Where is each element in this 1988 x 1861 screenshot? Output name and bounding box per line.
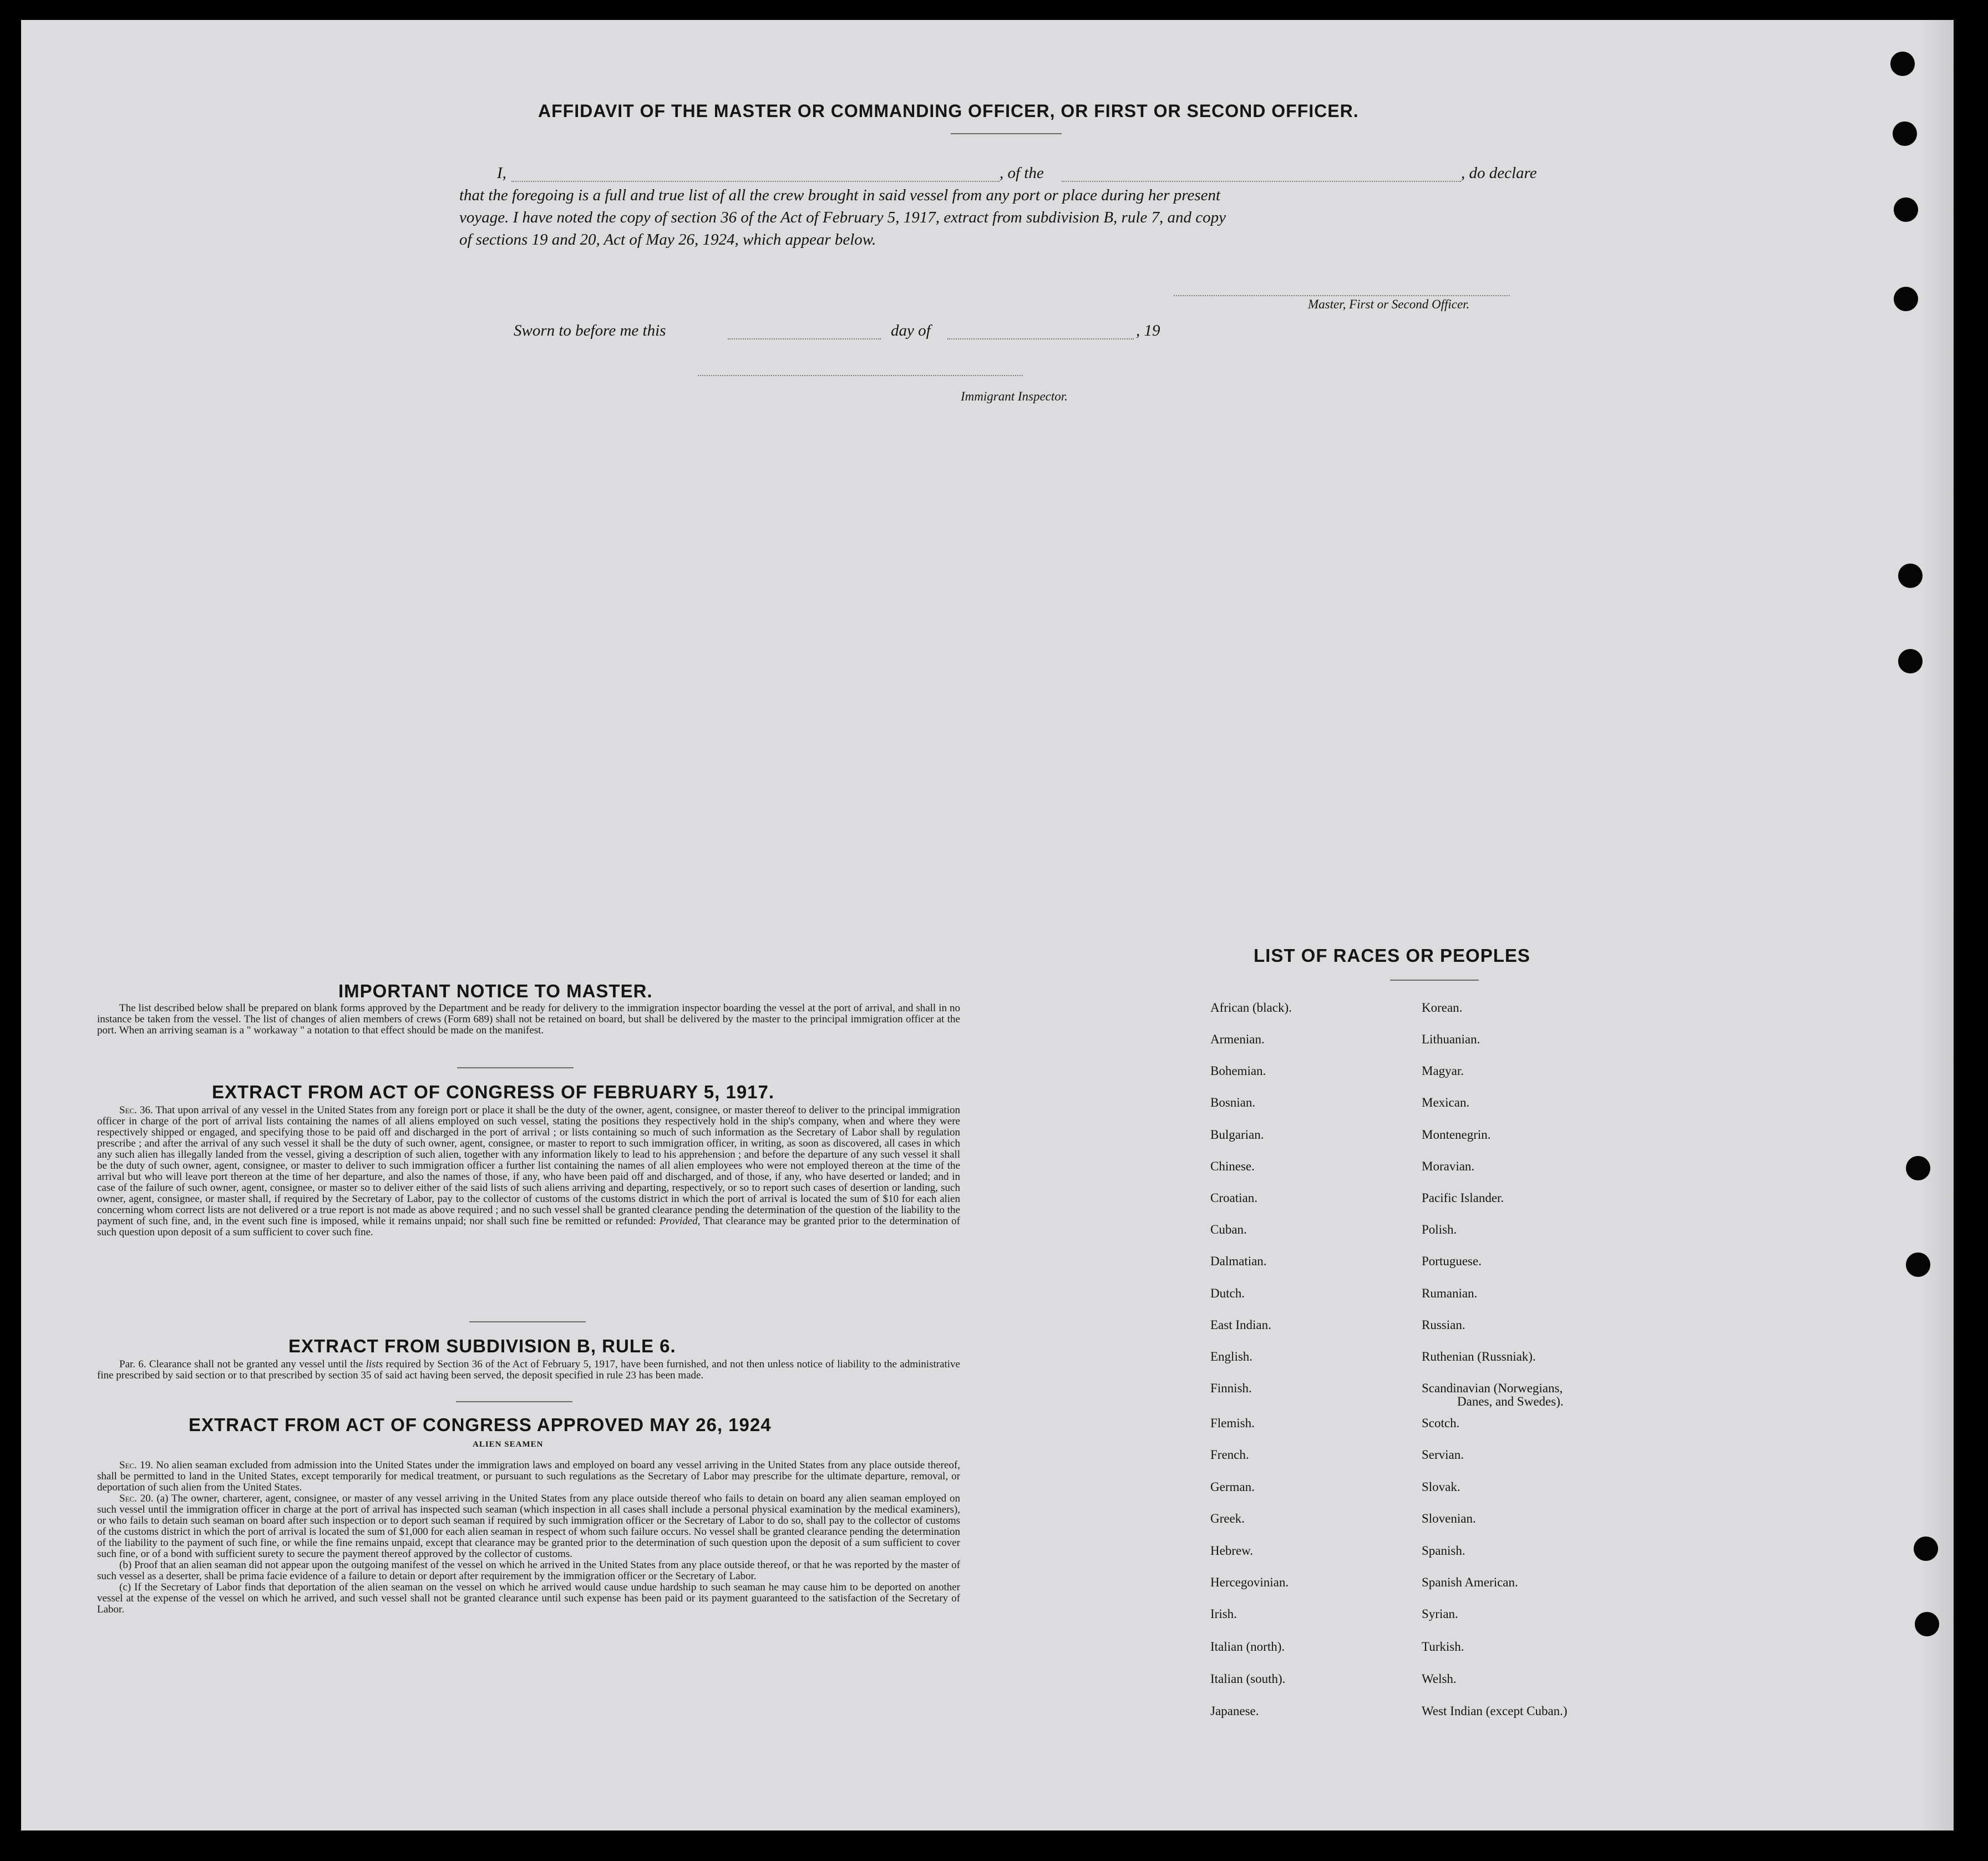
race-item: French. bbox=[1210, 1448, 1249, 1462]
race-item: Syrian. bbox=[1422, 1607, 1458, 1621]
section-20a-text: (a) The owner, charterer, agent, consignee, or master of any vessel arriving in the United States from any place outside thereof who fails to detain on board any alien seaman employed on such vessel until the immigration officer in charge at the port of arrival has inspected such seaman (which inspection in all cases shall include a personal physical examination by the medical examiners), or who fails to detain such seaman on board after such inspection or to deport such seaman if required by such immigration officer or the Secretary of Labor to do so, shall pay to the collector of customs of the customs district in which the port of arrival is located the sum of $1,000 for each alien seaman in respect of whom such failure occurs. No vessel shall be granted clearance pending the determination of the liability to the payment of such fine, or while the fine remains unpaid, except that clearance may be granted prior to the determination of such question upon the deposit of a sum sufficient to cover such fine, or of a bond with sufficient surety to secure the payment thereof approved by the collector of customs. bbox=[97, 1493, 960, 1560]
race-item: Pacific Islander. bbox=[1422, 1191, 1504, 1205]
race-item: Greek. bbox=[1210, 1512, 1245, 1525]
extract-1924-text bbox=[97, 1460, 960, 1615]
sworn-day-blank[interactable] bbox=[728, 338, 881, 339]
affidavit-of-the: , of the bbox=[1000, 164, 1044, 182]
rule-6-title: EXTRACT FROM SUBDIVISION B, RULE 6. bbox=[288, 1336, 676, 1356]
race-item: Slovenian. bbox=[1422, 1512, 1476, 1525]
extract-1917-text bbox=[97, 1105, 960, 1238]
race-item: West Indian (except Cuban.) bbox=[1422, 1704, 1568, 1718]
extract-1917-title: EXTRACT FROM ACT OF CONGRESS OF FEBRUARY 5, 1917. bbox=[212, 1082, 775, 1102]
binder-hole-2 bbox=[1893, 121, 1917, 146]
races-title: LIST OF RACES OR PEOPLES bbox=[1254, 945, 1530, 966]
binder-hole-5 bbox=[1898, 564, 1923, 588]
race-item: Ruthenian (Russniak). bbox=[1422, 1350, 1536, 1363]
affidavit-line-3: voyage. I have noted the copy of section 36 of the Act of February 5, 1917, extract from subdivision B, rule 7, and copy bbox=[459, 209, 1226, 226]
race-item: Dutch. bbox=[1210, 1286, 1245, 1300]
race-item: Bosnian. bbox=[1210, 1096, 1256, 1109]
race-item: Slovak. bbox=[1422, 1480, 1460, 1494]
race-item: Mexican. bbox=[1422, 1096, 1470, 1109]
sworn-day-of: day of bbox=[891, 322, 931, 339]
race-item: Chinese. bbox=[1210, 1159, 1255, 1173]
section-20c-paragraph: (c) If the Secretary of Labor finds that deportation of the alien seaman on the vessel on which he arrived would cause undue hardship to such seaman he may cause him to be deported on another vessel at the expense of the vessel on which he arrived, and such vessel shall not be granted clearance until such expense has been paid or its payment guaranteed to the satisfaction of the Secretary of Labor. bbox=[97, 1581, 960, 1615]
race-item: Bohemian. bbox=[1210, 1064, 1266, 1078]
affidavit-line-2: that the foregoing is a full and true list of all the crew brought in said vessel from any port or place during her present bbox=[459, 186, 1221, 204]
races-title-rule bbox=[1390, 980, 1479, 981]
binder-hole-8 bbox=[1906, 1253, 1930, 1277]
rule-6-text-a: Par. 6. Clearance shall not be granted any vessel until the bbox=[119, 1358, 363, 1370]
race-item: East Indian. bbox=[1210, 1318, 1271, 1332]
rule-6-text-b: required by Section 36 of the Act of February 5, 1917, have been furnished, and not then unless notice of liability to the administrative fine prescribed by said section or to that prescribed by section 35 of said act having been served, the deposit specified in rule 23 has been made. bbox=[97, 1358, 960, 1381]
inspector-label: Immigrant Inspector. bbox=[961, 389, 1068, 403]
race-item: Italian (north). bbox=[1210, 1640, 1285, 1654]
rule-6-paragraph bbox=[97, 1359, 960, 1381]
race-item: Armenian. bbox=[1210, 1032, 1265, 1046]
race-item: Scandinavian (Norwegians, bbox=[1422, 1381, 1563, 1395]
race-item-continuation: Danes, and Swedes). bbox=[1457, 1395, 1564, 1408]
section-36-provided: Provided, bbox=[659, 1215, 701, 1227]
master-signature-label: Master, First or Second Officer. bbox=[1308, 297, 1470, 311]
document-page bbox=[21, 20, 1954, 1830]
notice-title: IMPORTANT NOTICE TO MASTER. bbox=[338, 981, 653, 1001]
notice-rule bbox=[457, 1067, 574, 1068]
race-item: Dalmatian. bbox=[1210, 1254, 1267, 1268]
rule-6-rule bbox=[456, 1401, 572, 1402]
section-19-text: No alien seaman excluded from admission into the United States under the immigration laws and employed on board any vessel arriving in the United States from any place outside thereof, shall be permitted to land in the United States, except temporarily for medical treatment, or pursuant to such regulations as the Secretary of Labor may prescribe for the ultimate departure, removal, or deportation of such alien from the United States. bbox=[97, 1459, 960, 1493]
race-item: Moravian. bbox=[1422, 1159, 1475, 1173]
race-item: English. bbox=[1210, 1350, 1253, 1363]
extract-1924-title: EXTRACT FROM ACT OF CONGRESS APPROVED MAY 26, 1924 bbox=[189, 1414, 772, 1435]
rule-6-text bbox=[97, 1359, 960, 1381]
name-blank[interactable] bbox=[511, 181, 1000, 182]
affidavit-i: I, bbox=[497, 164, 506, 182]
race-item: Bulgarian. bbox=[1210, 1128, 1264, 1142]
race-item: Welsh. bbox=[1422, 1672, 1457, 1686]
race-item: African (black). bbox=[1210, 1001, 1292, 1015]
sworn-prefix: Sworn to before me this bbox=[514, 322, 666, 339]
race-item: Portuguese. bbox=[1422, 1254, 1482, 1268]
affidavit-title: AFFIDAVIT OF THE MASTER OR COMMANDING OFFICER, OR FIRST OR SECOND OFFICER. bbox=[538, 101, 1359, 121]
affidavit-line-4: of sections 19 and 20, Act of May 26, 1924, which appear below. bbox=[459, 231, 876, 249]
section-19-label: Sec. 19. bbox=[119, 1459, 153, 1471]
race-item: Servian. bbox=[1422, 1448, 1464, 1462]
race-item: Flemish. bbox=[1210, 1416, 1255, 1430]
binder-hole-3 bbox=[1894, 197, 1918, 222]
alien-seamen-subtitle: ALIEN SEAMEN bbox=[473, 1440, 544, 1449]
affidavit-do-declare: , do declare bbox=[1461, 164, 1537, 182]
section-20-label: Sec. 20. bbox=[119, 1493, 154, 1504]
race-item: Spanish American. bbox=[1422, 1575, 1518, 1589]
binder-hole-9 bbox=[1914, 1537, 1938, 1561]
race-item: Cuban. bbox=[1210, 1223, 1247, 1236]
section-20a-paragraph bbox=[97, 1493, 960, 1560]
section-36-text-b: That clearance may be granted prior to the determination of such question upon deposit of a sum sufficient to cover such fine. bbox=[97, 1215, 960, 1238]
race-item: Hebrew. bbox=[1210, 1544, 1254, 1558]
section-36-text-a: That upon arrival of any vessel in the United States from any foreign port or place it shall be the duty of the owner, agent, consignee, or master thereof to deliver to the principal immigration officer in charge of the port of arrival lists containing the names of all aliens employed on such vessel, stating the positions they respectively hold in the ship's company, when and where they were respectively shipped or engaged, and specifying those to be paid off and discharged in the port of arrival ; or lists containing so much of such information as the Secretary of Labor shall by regulation prescribe ; and after the arrival of any such vessel it shall be the duty of such owner, agent, consignee, or master to report to such immigration officer, in writing, as soon as discovered, all cases in which any such alien has illegally landed from the vessel, giving a description of such alien, together with any information likely to lead to his apprehension ; and before the departure of any such vessel it shall be the duty of such owner, agent, consignee, or master to deliver to such immigration officer a further list containing the names of all alien employees who were not employed thereon at the time of the arrival but who will leave port thereon at the time of her departure, and also the names of those, if any, who have been paid off and discharged, and of those, if any, who have deserted or landed; and in case of the failure of such owner, agent, consignee, or master so to deliver either of the said lists of such aliens arriving and departing, respectively, or so to report such cases of desertion or landing, such owner, agent, consignee, or master shall, if required by the Secretary of Labor, pay to the collector of customs of the customs district in which the port of arrival is located the sum of $10 for each alien concerning whom correct lists are not delivered or a true report is not made as above required ; and no such vessel shall be granted clearance pending the determination of the question of the liability to the payment of such fine, and, in the event such fine is imposed, while it remains unpaid; nor shall such fine be remitted or refunded: bbox=[97, 1104, 960, 1227]
race-item: Turkish. bbox=[1422, 1640, 1464, 1654]
race-item: Spanish. bbox=[1422, 1544, 1465, 1558]
master-signature-line[interactable] bbox=[1174, 295, 1510, 296]
race-item: Lithuanian. bbox=[1422, 1032, 1480, 1046]
race-item: Italian (south). bbox=[1210, 1672, 1286, 1686]
sworn-month-blank[interactable] bbox=[947, 338, 1134, 339]
binder-hole-4 bbox=[1894, 287, 1918, 311]
race-item: Russian. bbox=[1422, 1318, 1465, 1332]
binder-hole-1 bbox=[1890, 52, 1915, 76]
extract-1917-rule bbox=[469, 1321, 586, 1322]
race-item: Montenegrin. bbox=[1422, 1128, 1491, 1142]
race-item: Hercegovinian. bbox=[1210, 1575, 1289, 1589]
race-item: German. bbox=[1210, 1480, 1255, 1494]
sworn-year: , 19 bbox=[1136, 322, 1160, 339]
rule-6-lists: lists bbox=[366, 1358, 383, 1370]
race-item: Irish. bbox=[1210, 1607, 1237, 1621]
affidavit-title-rule bbox=[951, 133, 1062, 134]
race-item: Magyar. bbox=[1422, 1064, 1464, 1078]
notice-text bbox=[97, 1003, 960, 1036]
section-20b-paragraph: (b) Proof that an alien seaman did not appear upon the outgoing manifest of the vessel on which he arrived in the United States from any place outside thereof, or that he was reported by the master of such vessel as a deserter, shall be prima facie evidence of a failure to detain or deport after requirement by the immigration officer or the Secretary of Labor. bbox=[97, 1559, 960, 1582]
race-item: Croatian. bbox=[1210, 1191, 1257, 1205]
race-item: Polish. bbox=[1422, 1223, 1457, 1236]
section-36-paragraph bbox=[97, 1105, 960, 1238]
race-item: Finnish. bbox=[1210, 1381, 1252, 1395]
binder-hole-10 bbox=[1915, 1612, 1939, 1636]
race-item: Korean. bbox=[1422, 1001, 1463, 1015]
binder-hole-6 bbox=[1898, 649, 1923, 673]
race-item: Japanese. bbox=[1210, 1704, 1259, 1718]
section-36-label: Sec. 36. bbox=[119, 1104, 153, 1116]
notice-paragraph: The list described below shall be prepared on blank forms approved by the Department and be ready for delivery to the immigration inspector boarding the vessel at the port of arrival, and shall in no instance be taken from the vessel. The list of changes of alien members of crews (Form 689) shall not be retained on board, but shall be delivered by the master to the principal immigration officer at the port. When an arriving seaman is a " workaway " a notation to that effect should be made on the manifest. bbox=[97, 1002, 960, 1036]
race-item: Scotch. bbox=[1422, 1416, 1460, 1430]
section-19-paragraph bbox=[97, 1460, 960, 1493]
race-item: Rumanian. bbox=[1422, 1286, 1478, 1300]
binder-hole-7 bbox=[1906, 1156, 1930, 1180]
vessel-blank[interactable] bbox=[1062, 181, 1461, 182]
inspector-signature-line[interactable] bbox=[698, 375, 1023, 376]
